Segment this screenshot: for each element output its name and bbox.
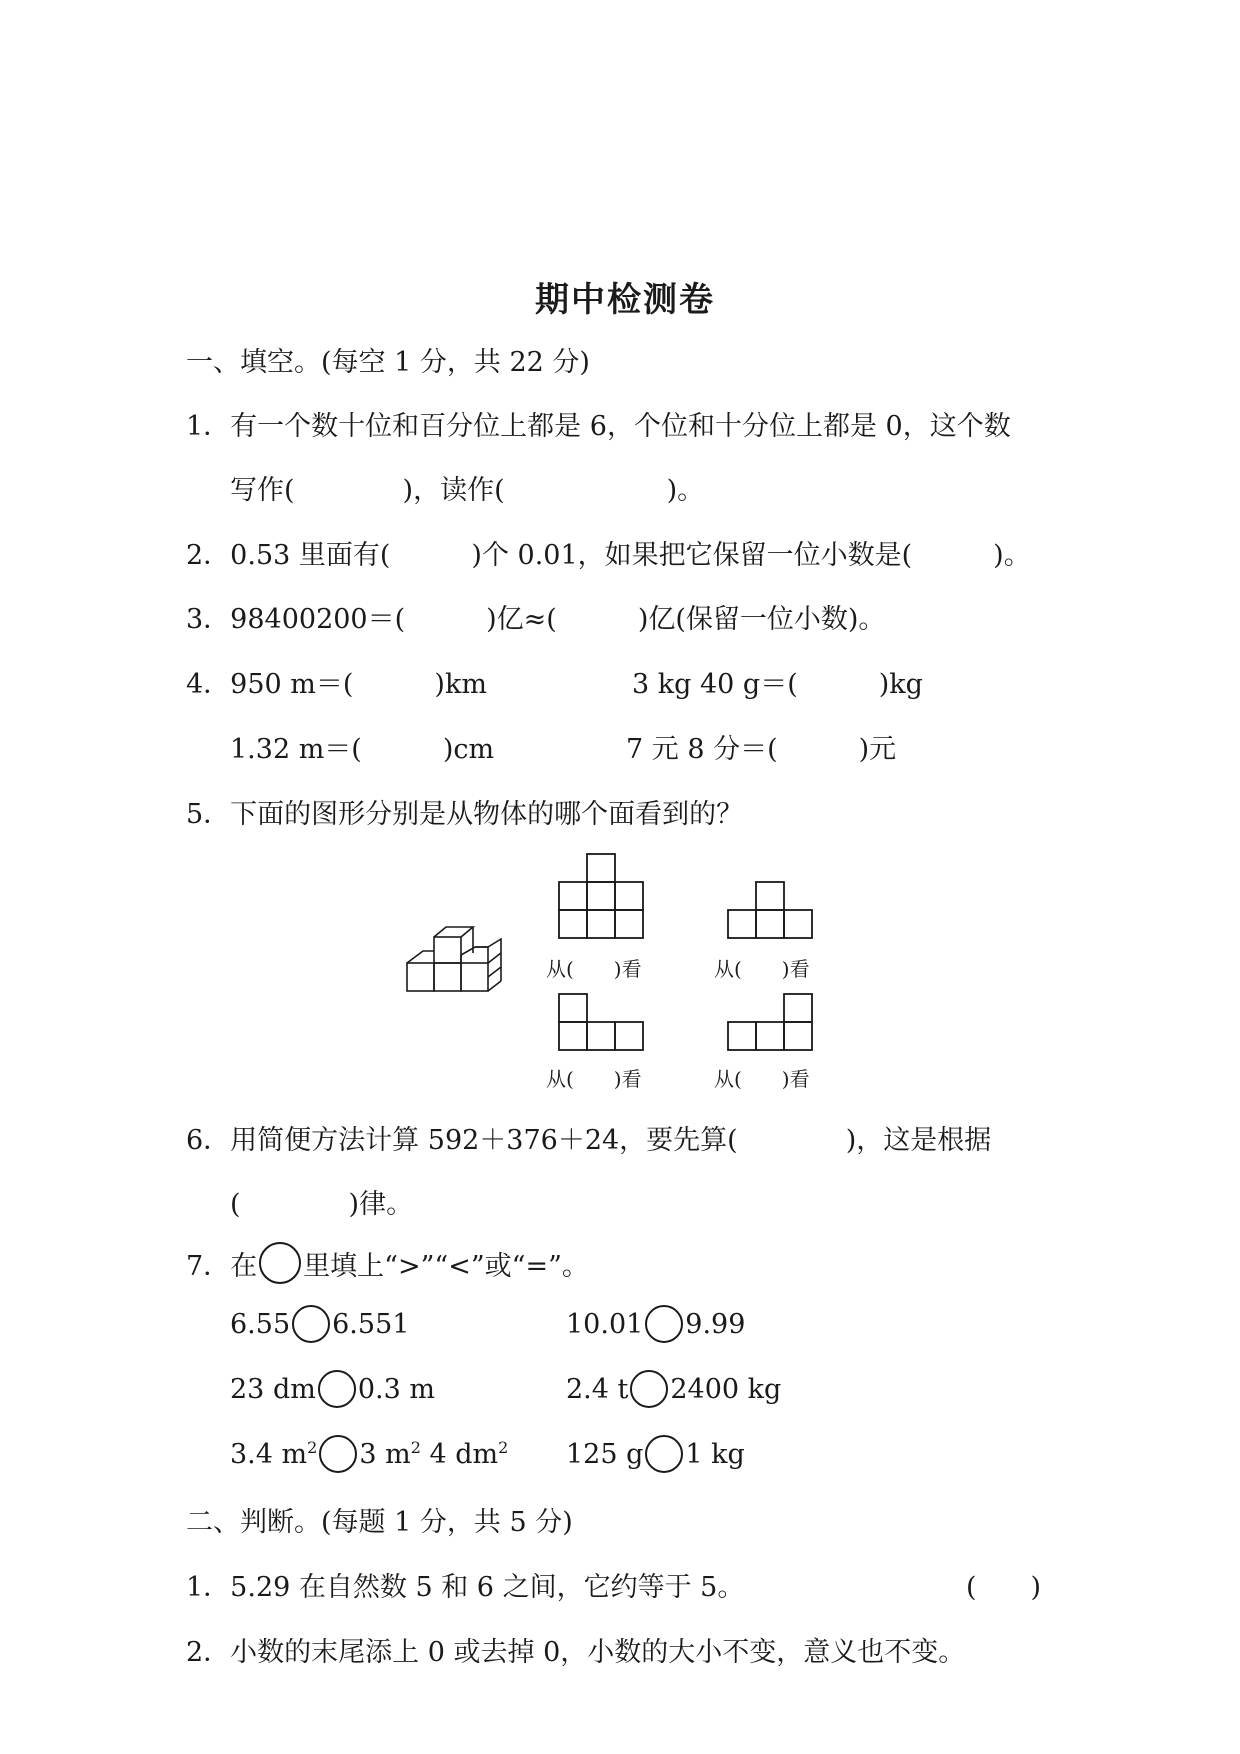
q5-view-4-figure bbox=[727, 992, 813, 1050]
q6-line2: ( )律。 bbox=[230, 1189, 414, 1220]
q1-line2: 写作( )，读作( )。 bbox=[230, 475, 705, 506]
q5-view-3-label: 从( )看 bbox=[546, 1067, 642, 1091]
q3-text: 3．98400200＝( )亿≈( )亿(保留一位小数)。 bbox=[186, 604, 886, 635]
q7-d-right: 2400 kg bbox=[670, 1373, 782, 1405]
s2-q1-answer-paren[interactable]: ( ) bbox=[966, 1572, 1042, 1603]
q7-d-circle[interactable] bbox=[630, 1370, 668, 1408]
q5-view-2-figure bbox=[727, 880, 813, 938]
q5-3d-object-figure bbox=[405, 925, 515, 1005]
q7-e-circle[interactable] bbox=[319, 1435, 357, 1473]
q7-f-circle[interactable] bbox=[645, 1435, 683, 1473]
q7-item-a bbox=[230, 1305, 409, 1343]
q7-e-left: 3.4 $m^2$ bbox=[230, 1437, 318, 1470]
q7-item-d bbox=[566, 1370, 781, 1408]
q5-view-4-label: 从( )看 bbox=[714, 1067, 810, 1091]
q7-suffix: 里填上“>”“<”或“=”。 bbox=[303, 1250, 589, 1282]
s2-q1-text: 1．5.29 在自然数 5 和 6 之间，它约等于 5。 bbox=[186, 1572, 745, 1603]
q1-line1: 1．有一个数十位和百分位上都是 6，个位和十分位上都是 0，这个数 bbox=[186, 411, 1011, 442]
q5-view-1-figure bbox=[558, 852, 644, 938]
q7-d-left: 2.4 t bbox=[566, 1373, 629, 1405]
q7-a-left: 6.55 bbox=[230, 1308, 291, 1340]
q7-f-right: 1 kg bbox=[685, 1438, 745, 1470]
q7-circle-example bbox=[259, 1242, 301, 1284]
q7-a-circle[interactable] bbox=[292, 1305, 330, 1343]
q4-item-b: 3 kg 40 g＝( )kg bbox=[632, 669, 923, 700]
section1-heading: 一、填空。(每空 1 分，共 22 分) bbox=[186, 347, 590, 378]
section2-heading: 二、判断。(每题 1 分，共 5 分) bbox=[186, 1507, 573, 1538]
page-title: 期中检测卷 bbox=[535, 280, 715, 320]
q7-item-c bbox=[230, 1370, 435, 1408]
q4-item-a: 4．950 m＝( )km bbox=[186, 669, 487, 700]
q5-view-2-label: 从( )看 bbox=[714, 957, 810, 981]
q7-instruction bbox=[186, 1242, 589, 1284]
q5-text: 5．下面的图形分别是从物体的哪个面看到的？ bbox=[186, 799, 744, 830]
q6-line1: 6．用简便方法计算 592＋376＋24，要先算( )，这是根据 bbox=[186, 1125, 992, 1156]
q7-c-left: 23 dm bbox=[230, 1373, 316, 1405]
q7-item-e bbox=[230, 1435, 508, 1473]
q5-view-3-figure bbox=[558, 992, 644, 1050]
q7-b-left: 10.01 bbox=[566, 1308, 644, 1340]
q7-c-circle[interactable] bbox=[318, 1370, 356, 1408]
s2-q2-text: 2．小数的末尾添上 0 或去掉 0，小数的大小不变，意义也不变。 bbox=[186, 1637, 966, 1668]
q2-text: 2．0.53 里面有( )个 0.01，如果把它保留一位小数是( )。 bbox=[186, 540, 1031, 571]
q4-item-d: 7 元 8 分＝( )元 bbox=[626, 734, 897, 765]
q7-b-right: 9.99 bbox=[685, 1308, 746, 1340]
q7-a-right: 6.551 bbox=[332, 1308, 410, 1340]
q7-f-left: 125 g bbox=[566, 1438, 644, 1470]
q7-item-b bbox=[566, 1305, 745, 1343]
q7-item-f bbox=[566, 1435, 745, 1473]
q7-c-right: 0.3 m bbox=[357, 1373, 435, 1405]
q5-view-1-label: 从( )看 bbox=[546, 957, 642, 981]
q4-item-c: 1.32 m＝( )cm bbox=[230, 734, 495, 765]
q7-e-right: 3 $m^2$ 4 $dm^2$ bbox=[359, 1437, 509, 1470]
q7-b-circle[interactable] bbox=[645, 1305, 683, 1343]
q7-prefix: 7．在 bbox=[186, 1250, 258, 1282]
